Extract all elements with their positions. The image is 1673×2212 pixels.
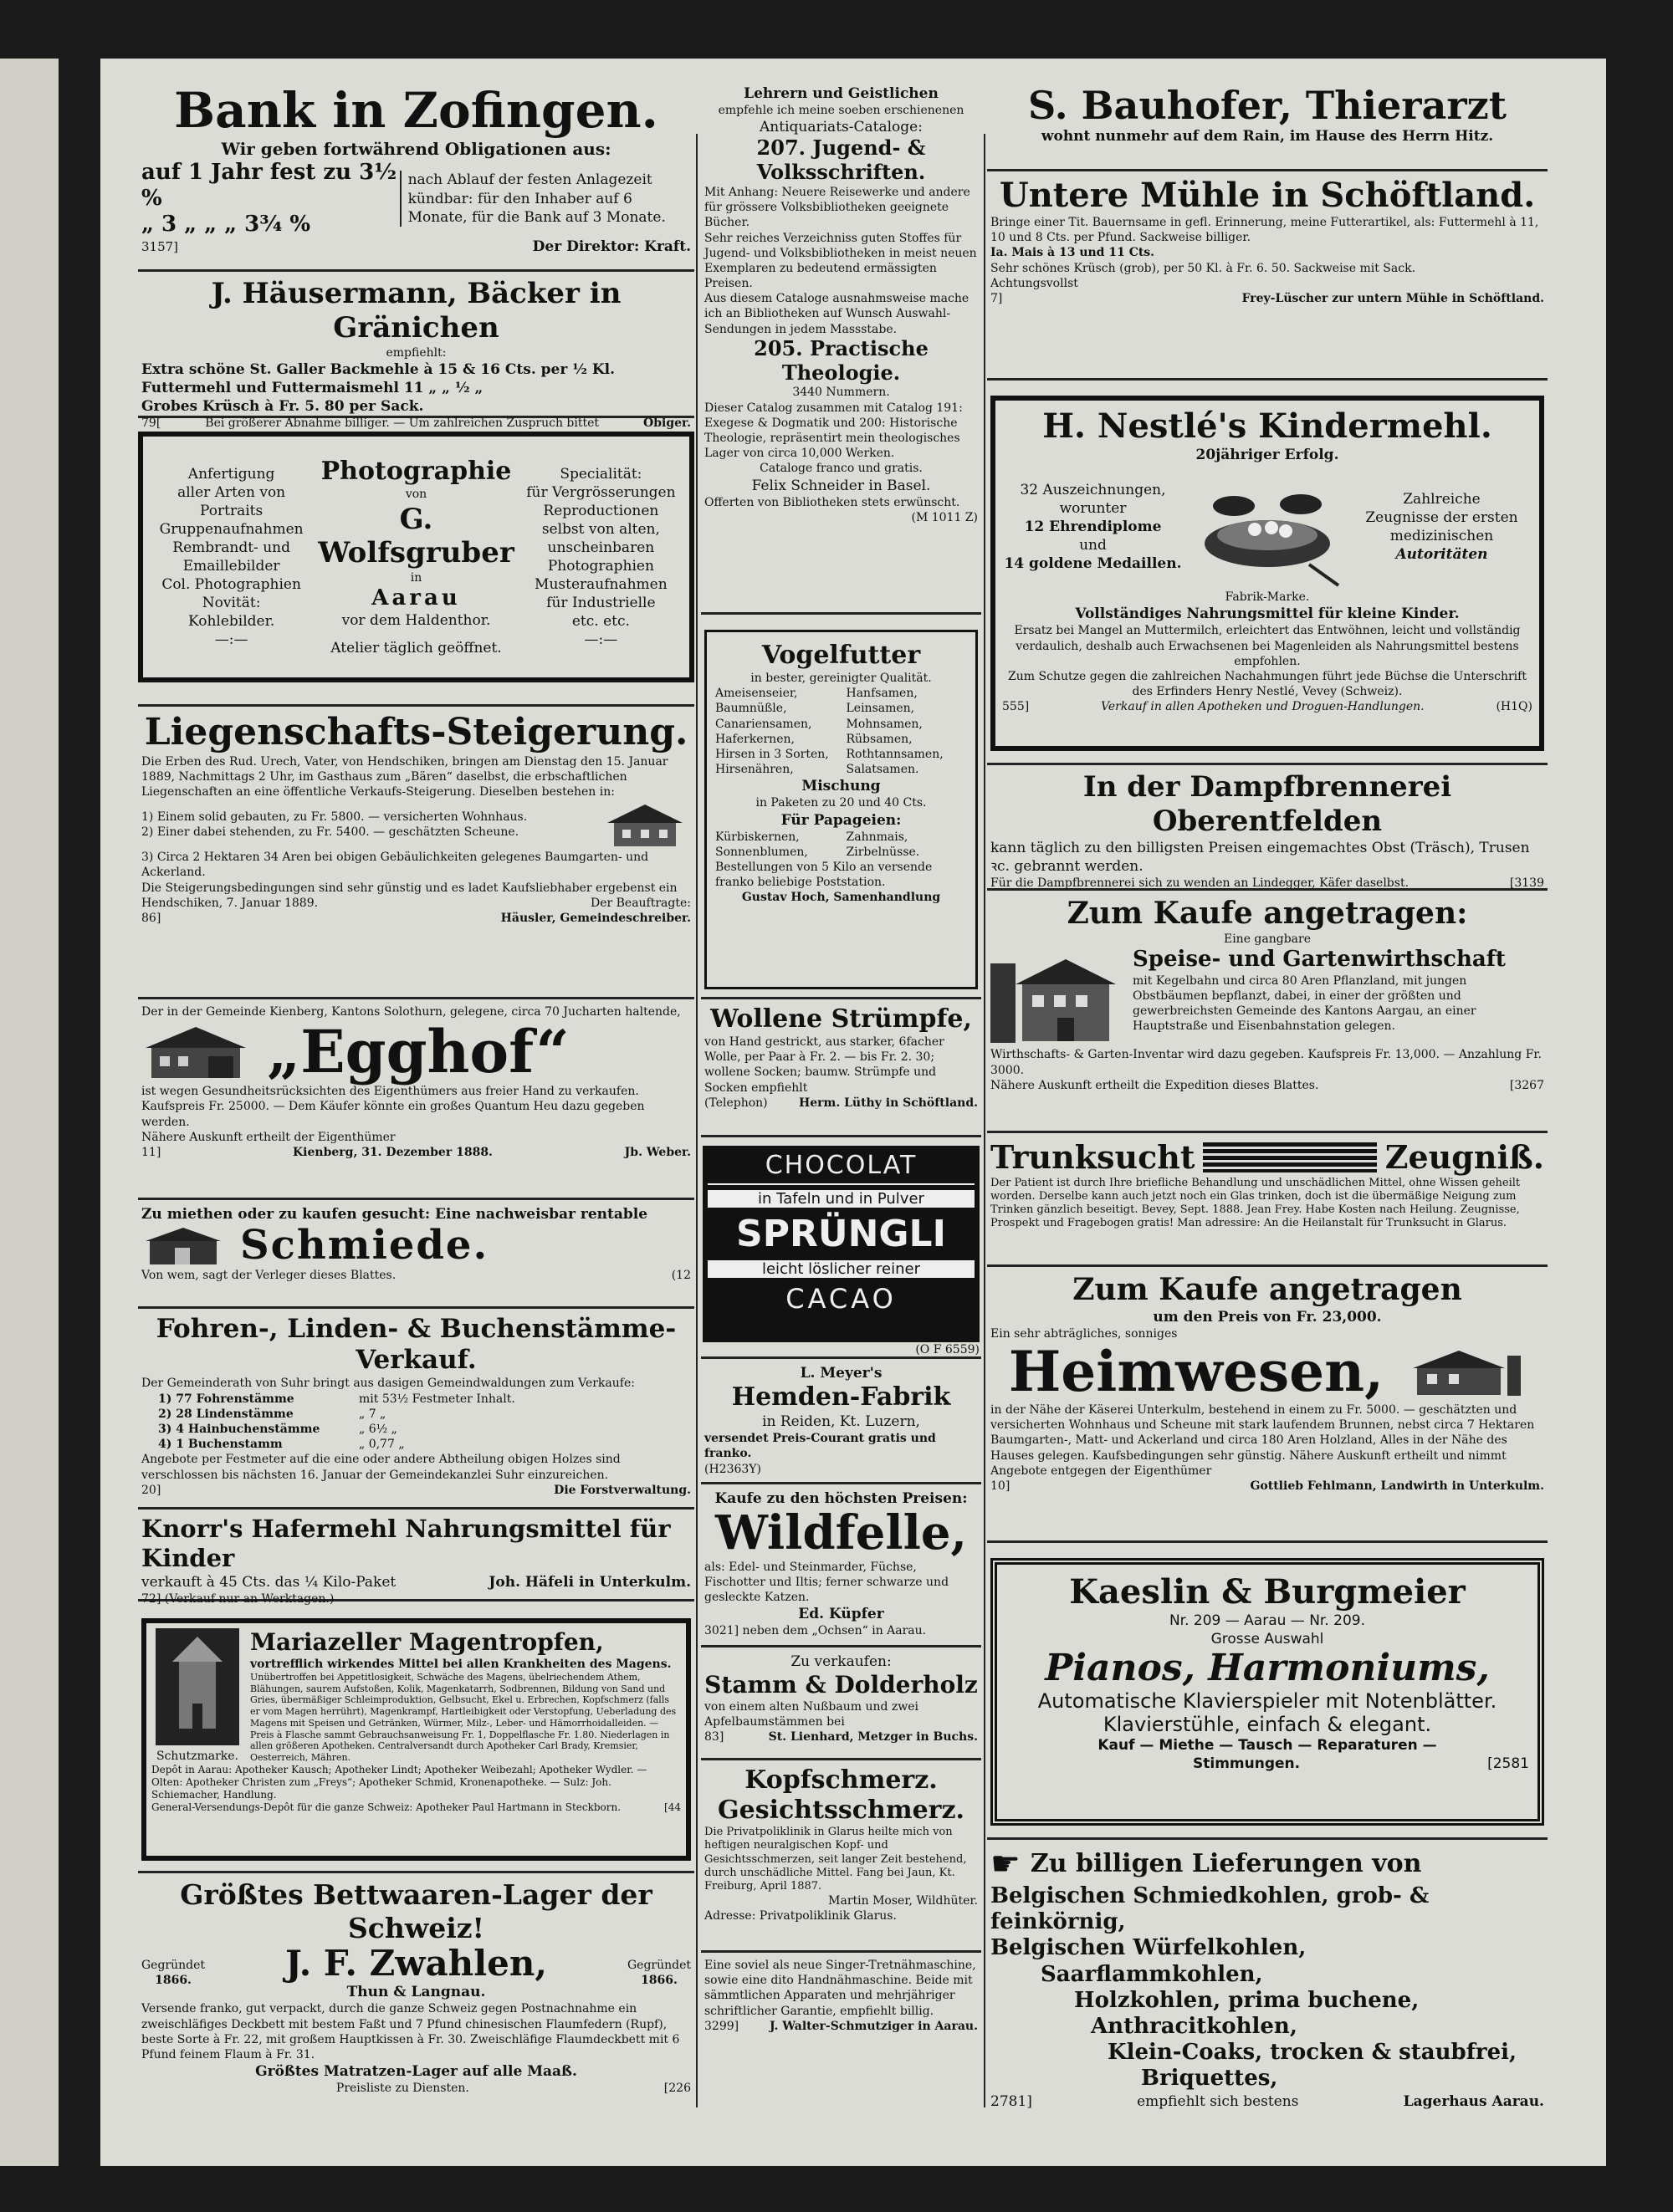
nestle-body-2: Zum Schutze gegen die zahlreichen Nachahmungen führt jede Büchse die Unterschrift des Erfinders Henry Nestlé, Vevey (Schweiz). xyxy=(1008,669,1527,699)
dampf-ref: [3139 xyxy=(1509,876,1544,890)
knorr-signer: Joh. Häfeli in Unterkulm. xyxy=(489,1573,691,1591)
muehle-closing: Achtungsvollst xyxy=(990,276,1078,290)
mariazell-body: Unübertroffen bei Appetitlosigkeit, Schwäche des Magens, übelriechendem Athem, Blähungen, saurem Aufstoßen, Kolik, Magenkatarrh, Sodbrennen, Bildung von Sand und Gries, übermäßiger Schleimproduktion, Gelbsucht, Ekel u. Erbrechen, Kopfschmerz (falls er vom Magen herrührt), Magenkrampf, Hartleibigkeit oder Verstopfung, Ueberladung des Magens mit Speisen und Getränken, Würmer, Milz-, Leber- und Hämorrhoidalleiden. — Preis à Flasche sammt Gebrauchsanweisung Fr. 1, Doppelflasche Fr. 1.80. Niederlagen in allen größeren Apotheken. Centralversandt durch Apotheker Carl Brady, Kremsier, Oesterreich, Mähren. xyxy=(250,1671,677,1764)
haeusermann-sub: empfiehlt: xyxy=(386,345,447,360)
zwahlen-year-left: 1866. xyxy=(155,1974,192,1988)
zwahlen-footer: Preisliste zu Diensten. xyxy=(335,2082,469,2096)
ad-fohren-verkauf xyxy=(138,1309,694,1510)
kopf-address: Adresse: Privatpoliklinik Glarus. xyxy=(704,1909,897,1923)
ad-photographie xyxy=(138,418,694,707)
ad-bauhofer xyxy=(987,79,1548,171)
holz-signer: St. Lienhard, Metzger in Buchs. xyxy=(768,1730,978,1745)
kohlen-signer: Lagerhaus Aarau. xyxy=(1403,2092,1544,2110)
ad-meyer-hemden xyxy=(701,1359,981,1484)
antiquariat-ref: (M 1011 Z) xyxy=(911,510,978,524)
ad-knorr xyxy=(138,1510,694,1606)
ad-antiquariat xyxy=(701,79,981,615)
antiquariat-p6: Offerten von Bibliotheken stets erwünscht. xyxy=(704,495,960,509)
nestle-awards: 32 Auszeichnungen, worunter 12 Ehrendiplome und 14 goldene Medaillen. xyxy=(1004,481,1182,573)
haeusermann-line-2: Futtermehl und Futtermaismehl 11 „ „ ½ „ xyxy=(141,379,483,396)
nestle-head: Vollständiges Nahrungsmittel für kleine Kinder. xyxy=(1075,605,1460,623)
bauhofer-title: S. Bauhofer, Thierarzt xyxy=(1028,83,1507,128)
vogelfutter-mix: Mischung xyxy=(801,778,881,795)
ad-kaeslin-burgmeier xyxy=(987,1543,1548,1840)
zwahlen-city: Thun & Langnau. xyxy=(346,1984,486,2001)
nestle-body: Ersatz bei Mangel an Muttermilch, erleichtert das Entwöhnen, leicht und vollständig verdaulich, deshalb auch Erwachsenen bei Magenleiden als Nahrungsmittel bestens empfohlen. xyxy=(1014,624,1521,668)
steigerung-ref: 86] xyxy=(141,911,161,925)
ad-liegenschafts-steigerung xyxy=(138,707,694,999)
chocolat-l5: CACAO xyxy=(785,1283,897,1315)
antiquariat-catalog-205: 205. Practische Theologie. xyxy=(754,335,929,385)
schmiede-title: Schmiede. xyxy=(240,1222,489,1269)
fohren-items: 1) 77 Fohrenstämme mit 53½ Festmeter Inhalt. 2) 28 Lindenstämme „ 7 „ 3) 4 Hainbuchenstämme „ 6½ „ 4) 1 Buchenstamm „ 0,77 „ xyxy=(158,1392,515,1452)
antiquariat-p1: Mit Anhang: Neuere Reisewerke und andere für grössere Volksbibliotheken geeignete Bücher. xyxy=(704,185,970,230)
ad-nestle xyxy=(987,381,1548,765)
singer-body: Eine soviel als neue Singer-Tretnähmaschine, sowie eine dito Handnähmaschine. Beide mit sämmtlichen Apparaten und mehrjähriger schriftlicher Garantie, empfiehlt billig. xyxy=(704,1959,976,2018)
zwahlen-est-left: Gegründet xyxy=(141,1959,206,1973)
kohlen-line-6: Klein-Coaks, trocken & staubfrei, xyxy=(1108,2040,1517,2066)
vogelfutter-mixsub: in Paketen zu 20 und 40 Cts. xyxy=(755,796,927,810)
bank-signer: Der Direktor: Kraft. xyxy=(532,238,691,256)
kohlen-line-2: Belgischen Würfelkohlen, xyxy=(990,1935,1307,1961)
ad-egghof xyxy=(138,999,694,1200)
nestle-ref: 555] xyxy=(1002,700,1030,714)
inn-illustration xyxy=(990,947,1124,1047)
haeusermann-ref: 79[ xyxy=(141,416,161,431)
bank-term-2: „ 3 „ „ „ 3¾ % xyxy=(141,212,311,238)
struempfe-body: von Hand gestrickt, aus starker, 6facher Wolle, per Paar à Fr. 2. — bis Fr. 2. 30; wollene Socken; baumw. Strümpfe und Socken empfiehlt xyxy=(704,1035,944,1095)
muehle-title: Untere Mühle in Schöftland. xyxy=(999,176,1536,215)
column-rule-2 xyxy=(984,134,985,2107)
muehle-signer: Frey-Lüscher zur untern Mühle in Schöftland. xyxy=(1241,291,1544,305)
wildfelle-intro: Kaufe zu den höchsten Preisen: xyxy=(714,1490,968,1507)
wildfelle-signer: Ed. Küpfer xyxy=(798,1606,884,1623)
muehle-p1: Bringe einer Tit. Bauernsame in gefl. Erinnerung, meine Futterartikel, als: Futtermehl à 11, 10 und 8 Cts. per Pfund. Sackweise billiger. xyxy=(990,216,1539,245)
meyer-ref: (H2363Y) xyxy=(704,1462,762,1476)
fohren-body: Angebote per Festmeter auf die eine oder andere Abtheilung obigen Holzes sind verschlossen bis nächsten 16. Januar der Gemeindekanzlei Suhr einzureichen. xyxy=(141,1453,621,1482)
mariazell-general: General-Versendungs-Depôt für die ganze Schweiz: Apotheker Paul Hartmann in Steckborn. xyxy=(151,1801,622,1814)
dampf-body: kann täglich zu den billigsten Preisen eingemachtes Obst (Träsch), Trusen ꝛc. gebrannt werden. xyxy=(990,839,1530,875)
fohren-signer: Die Forstverwaltung. xyxy=(554,1483,691,1497)
steigerung-signer: Häusler, Gemeindeschreiber. xyxy=(500,911,691,925)
egghof-ref: 11] xyxy=(141,1145,161,1159)
holz-title: Stamm & Dolderholz xyxy=(704,1671,978,1699)
photo-name: G. Wolfsgruber xyxy=(318,502,514,570)
vogelfutter-grid-2: Kürbiskernen, Zahnmais, Sonnenblumen, Zirbelnüsse. xyxy=(715,830,920,859)
chocolat-l3: SPRÜNGLI xyxy=(736,1213,946,1255)
egghof-date: Kienberg, 31. Dezember 1888. xyxy=(293,1145,493,1159)
nestle-endorsements: Zahlreiche Zeugnisse der ersten medizinischen Autoritäten xyxy=(1365,490,1518,564)
steigerung-item-2: 2) Einer dabei stehenden, zu Fr. 5400. — geschätzten Scheune. xyxy=(141,825,519,840)
ad-stammholz xyxy=(701,1648,981,1760)
photo-location: vor dem Haldenthor. xyxy=(341,612,491,630)
struempfe-signer: Herm. Lüthy in Schöftland. xyxy=(799,1096,978,1110)
photo-in: in xyxy=(410,571,422,585)
bank-intro: Wir geben fortwährend Obligationen aus: xyxy=(221,138,611,159)
haeusermann-title: J. Häusermann, Bäcker in Gränichen xyxy=(211,277,622,345)
wirthschaft-head: Speise- und Gartenwirthschaft xyxy=(1133,947,1506,973)
knorr-title: Knorr's Hafermehl Nahrungsmittel für Kinder xyxy=(141,1515,671,1572)
heimwesen-l1: Ein sehr abträgliches, sonniges xyxy=(990,1327,1178,1341)
wildfelle-ref: 3021] xyxy=(704,1624,739,1638)
wirthschaft-ref: [3267 xyxy=(1509,1078,1544,1092)
meyer-title: Hemden-Fabrik xyxy=(731,1382,951,1413)
bank-ref: 3157] xyxy=(141,239,179,255)
kohlen-line-3: Saarflammkohlen, xyxy=(1041,1961,1263,1987)
ad-zwahlen xyxy=(138,1873,694,2099)
kopf-title-2: Gesichtsschmerz. xyxy=(718,1796,964,1825)
middle-column xyxy=(701,79,981,2078)
ad-mariazeller xyxy=(138,1602,694,1873)
kohlen-line-7: Briquettes, xyxy=(1141,2066,1278,2092)
fohren-ref: 20] xyxy=(141,1483,161,1497)
schmiede-line: Zu miethen oder zu kaufen gesucht: Eine nachweisbar rentable xyxy=(141,1206,648,1223)
kaeslin-title: Kaeslin & Burgmeier xyxy=(1069,1572,1466,1612)
wirthschaft-contact: Nähere Auskunft ertheilt die Expedition dieses Blattes. xyxy=(990,1078,1319,1092)
nestle-title: H. Nestlé's Kindermehl. xyxy=(1042,406,1492,446)
knorr-price: verkauft à 45 Cts. das ¼ Kilo-Paket xyxy=(141,1573,397,1591)
nestle-bird-nest-logo xyxy=(1184,464,1351,590)
zwahlen-year-right: 1866. xyxy=(641,1974,678,1988)
adjacent-page-strip xyxy=(0,59,59,2166)
egghof-farm-illustration xyxy=(141,1023,250,1081)
chocolat-l1: CHOCOLAT xyxy=(708,1151,975,1185)
schmiede-footer: Von wem, sagt der Verleger dieses Blattes. xyxy=(141,1268,397,1282)
heimwesen-body: in der Nähe der Käserei Unterkulm, bestehend in einem zu Fr. 5000. — geschätzten und versicherten Wohnhaus und Scheune mit stark laufendem Brunnen, nebst circa 7 Hektaren Baumgarten-, Matt- und Ackerland und circa 180 Aren Holzland, Alles in der Nähe des Hauses gelegen. Kaufsbedingungen sehr günstig. Nähere Auskunft ertheilt und nimmt Angebote entgegen der Eigenthümer xyxy=(990,1403,1535,1478)
kaeslin-l1: Automatische Klavierspieler mit Notenblätter. xyxy=(1037,1688,1497,1713)
wildfelle-location: neben dem „Ochsen“ in Aarau. xyxy=(742,1624,927,1638)
steigerung-title: Liegenschafts-Steigerung. xyxy=(144,711,688,754)
kaeslin-ref: [2581 xyxy=(1487,1755,1529,1772)
nestle-mark: Fabrik-Marke. xyxy=(1225,590,1310,605)
meyer-body: versendet Preis-Courant gratis und franko. xyxy=(704,1432,936,1461)
fohren-intro: Der Gemeinderath von Suhr bringt aus dasigen Gemeindwaldungen zum Verkaufe: xyxy=(141,1377,635,1391)
column-rule-1 xyxy=(696,134,698,2107)
meyer-name: L. Meyer's xyxy=(800,1365,883,1382)
egghof-signer: Jb. Weber. xyxy=(624,1145,691,1159)
kaeslin-head: Pianos, Harmoniums, xyxy=(1045,1647,1490,1690)
chocolat-side: (O F 6559) xyxy=(915,1343,980,1356)
vogelfutter-papageien: Für Papageien: xyxy=(780,811,902,829)
steigerung-role: Der Beauftragte: xyxy=(590,896,691,910)
egghof-contact: Nähere Auskunft ertheilt der Eigenthümer xyxy=(141,1130,396,1144)
trunksucht-title: Trunksucht xyxy=(990,1138,1195,1176)
antiquariat-l2: empfehle ich meine soeben erschienenen xyxy=(718,104,964,118)
haeusermann-line-1: Extra schöne St. Galler Backmehle à 15 & 16 Cts. per ½ Kl. xyxy=(141,360,616,378)
mariazell-ref: [44 xyxy=(664,1801,681,1814)
struempfe-title: Wollene Strümpfe, xyxy=(710,1004,972,1034)
kohlen-line-1: Belgischen Schmiedkohlen, grob- & feinkörnig, xyxy=(990,1883,1430,1935)
antiquariat-p5: Cataloge franco und gratis. xyxy=(760,462,923,476)
vogelfutter-body: Bestellungen von 5 Kilo an versende franko beliebige Poststation. xyxy=(715,861,933,890)
photo-right-list: Specialität: für Vergrösserungen Reproductionen selbst von alten, unscheinbaren Photographien Musteraufnahmen für Industrielle etc. etc. —:— xyxy=(526,465,676,649)
left-column xyxy=(138,79,694,2099)
ad-schmiede xyxy=(138,1200,694,1309)
heimwesen-signer: Gottlieb Fehlmann, Landwirth in Unterkulm. xyxy=(1250,1479,1544,1493)
bank-note: nach Ablauf der festen Anlagezeit kündbar: für den Inhaber auf 6 Monate, für die Bank auf 3 Monate. xyxy=(400,171,691,226)
antiquariat-l1: Lehrern und Geistlichen xyxy=(744,85,939,102)
haeusermann-footer: Bei größerer Abnahme billiger. — Um zahlreichen Zuspruch bittet xyxy=(205,416,600,431)
egghof-title: „Egghof“ xyxy=(267,1017,570,1087)
kopf-signer: Martin Moser, Wildhüter. xyxy=(828,1894,978,1908)
photo-von: von xyxy=(405,488,427,502)
kaeslin-l2: Klavierstühle, einfach & elegant. xyxy=(1103,1712,1432,1736)
kohlen-ref: 2781] xyxy=(990,2092,1032,2110)
heimwesen-price: um den Preis von Fr. 23,000. xyxy=(1153,1309,1382,1326)
wildfelle-body: als: Edel- und Steinmarder, Füchse, Fischotter und Iltis; ferner schwarze und gesleckte Katzen. xyxy=(704,1560,949,1605)
bank-title: Bank in Zofingen. xyxy=(174,82,658,139)
mariazell-mark: Schutzmarke. xyxy=(156,1750,238,1763)
nestle-ref-2: (H1Q) xyxy=(1496,700,1532,714)
ad-chocolat-spruengli xyxy=(701,1137,981,1359)
muehle-ref: 7] xyxy=(990,291,1003,305)
mariazell-title: Mariazeller Magentropfen, xyxy=(250,1628,604,1656)
ad-kohlen xyxy=(987,1840,1548,2128)
antiquariat-p2: Sehr reiches Verzeichniss guten Stoffes für Jugend- und Volksbibliotheken in meist neuen Exemplaren zu bedeutend ermässigten Preisen. xyxy=(704,231,977,291)
bank-term-1: auf 1 Jahr fest zu 3½ % xyxy=(141,159,397,211)
trunksucht-rule xyxy=(1203,1142,1376,1172)
knorr-ref: 72] xyxy=(141,1591,161,1606)
photo-atelier: Atelier täglich geöffnet. xyxy=(330,639,502,656)
kopf-title-1: Kopfschmerz. xyxy=(744,1765,938,1795)
wirthschaft-sub: Eine gangbare xyxy=(1223,932,1312,947)
steigerung-item-3: 3) Circa 2 Hektaren 34 Aren bei obigen Gebäulichkeiten gelegenes Baumgarten- und Ackerland. xyxy=(141,851,649,880)
kaeslin-l3: Kauf — Miethe — Tausch — Reparaturen — xyxy=(1097,1736,1437,1754)
photo-left-list: Anfertigung aller Arten von Portraits Gruppenaufnahmen Rembrandt- und Emaillebilder Col. Photographien Novität: Kohlebilder. —:— xyxy=(159,465,304,649)
ad-kopfschmerz xyxy=(701,1760,981,1953)
holz-ref: 83] xyxy=(704,1730,724,1745)
trunksucht-body: Der Patient ist durch Ihre briefliche Behandlung und unschädlichen Mittel, ohne Wissen geheilt worden. Derselbe kann auch jetzt noch ein Glas trinken, doch ist die übermäßige Neigung zum Trinken gänzlich beseitigt. Bevey, Sept. 1888. Jean Frey. Habe Kosten nach Heilung. Zeugnisse, Prospekt und Fragebogen gratis! Man adressire: An die Heilanstalt für Trunksucht in Glarus. xyxy=(990,1176,1521,1230)
nestle-sub: 20jähriger Erfolg. xyxy=(1195,447,1339,463)
knorr-note: (Verkauf nur an Werktagen.) xyxy=(164,1591,335,1606)
zwahlen-name: J. F. Zwahlen, xyxy=(284,1943,548,1985)
kaeslin-sub: Grosse Auswahl xyxy=(1210,1631,1324,1648)
steigerung-item-1: 1) Einem solid gebauten, zu Fr. 5800. — versicherten Wohnhaus. xyxy=(141,810,528,824)
singer-signer: J. Walter-Schmutziger in Aarau. xyxy=(769,2019,978,2033)
right-column xyxy=(987,79,1548,2128)
bauhofer-sub: wohnt nunmehr auf dem Rain, im Hause des Herrn Hitz. xyxy=(1041,127,1494,145)
dampf-title: In der Dampfbrennerei Oberentfelden xyxy=(1082,770,1452,838)
vogelfutter-sub: in bester, gereinigter Qualität. xyxy=(750,672,932,685)
wildfelle-title: Wildfelle, xyxy=(715,1505,967,1561)
ad-trunksucht xyxy=(987,1133,1548,1267)
chocolat-l4: leicht löslicher reiner xyxy=(708,1260,975,1278)
struempfe-ref: (Telephon) xyxy=(704,1096,768,1110)
antiquariat-p4: Dieser Catalog zusammen mit Catalog 191: Exegese & Dogmatik und 200: Historische Theologie, repräsentirt mein theologisches Lager von circa 10,000 Werken. xyxy=(704,401,963,461)
photo-city: Aarau xyxy=(371,585,461,611)
kohlen-line-4: Holzkohlen, prima buchene, xyxy=(1074,1987,1420,2013)
holz-intro: Zu verkaufen: xyxy=(790,1653,892,1670)
kohlen-title: Zu billigen Lieferungen von xyxy=(1030,1849,1422,1878)
steigerung-date: Hendschiken, 7. Januar 1889. xyxy=(141,896,319,910)
mariazell-church-illustration xyxy=(156,1628,239,1745)
antiquariat-catalog-207: 207. Jugend- & Volksschriften. xyxy=(756,135,926,185)
wirthschaft-body: mit Kegelbahn und circa 80 Aren Pflanzland, mit jungen Obstbäumen bepflanzt, dabei, in einer der größten und gewerbreichsten Gemeinde des Kantons Aargau, an einer Hauptstraße und Eisenbahnstation gelegen. xyxy=(1133,973,1476,1034)
antiquariat-p3: Aus diesem Cataloge ausnahmsweise mache ich an Bibliotheken auf Wunsch Auswahl-Sendungen in jedem Massstabe. xyxy=(704,292,970,336)
muehle-kruesch: Sehr schönes Krüsch (grob), per 50 Kl. à Fr. 6. 50. Sackweise mit Sack. xyxy=(990,261,1416,275)
kohlen-foot: empfiehlt sich bestens xyxy=(1137,2092,1299,2110)
mariazell-sub: vortrefflich wirkendes Mittel bei allen Krankheiten des Magens. xyxy=(250,1657,672,1671)
kopf-body: Die Privatpoliklinik in Glarus heilte mich von heftigen neuralgischen Kopf- und Gesichtsschmerzen, seit langer Zeit bestehend, durch unschädliche Mittel. Fang bei Jaun, Kt. Freiburg, April 1887. xyxy=(704,1826,967,1893)
antiquariat-l3: Antiquariats-Cataloge: xyxy=(760,119,923,136)
mariazell-depots: Depôt in Aarau: Apotheker Kausch; Apotheker Lindt; Apotheker Weibezahl; Apotheker Wydler. — Olten: Apotheker Christen zum „Freys“; Apotheker Schmid, Kronenapotheke. — Sulz: Joh. Schiemacher, Handlung. xyxy=(151,1764,647,1801)
nestle-foot: Verkauf in allen Apotheken und Droguen-Handlungen. xyxy=(1101,700,1425,714)
heimwesen-farm-illustration xyxy=(1409,1347,1526,1397)
ad-struempfe xyxy=(701,999,981,1137)
zwahlen-tagline: Größtes Matratzen-Lager auf alle Maaß. xyxy=(255,2063,577,2081)
vogelfutter-signer: Gustav Hoch, Samenhandlung xyxy=(741,891,941,905)
vogelfutter-title: Vogelfutter xyxy=(761,641,921,670)
zwahlen-body: Versende franko, gut verpackt, durch die ganze Schweiz gegen Postnachnahme ein zweischläfiges Deckbett mit bestem Faßt und 7 Pfund chinesischen Flaumfedern (Rupf), beste Sorte à Fr. 22, mit großem Hauptkissen à Fr. 30. Zweischläfige Flaumdeckbett mit 6 Pfund feinem Flaum à Fr. 31. xyxy=(141,2002,680,2062)
ad-vogelfutter xyxy=(701,615,981,999)
steigerung-intro: Die Erben des Rud. Urech, Vater, von Hendschiken, bringen am Dienstag den 15. Januar 1889, Nachmittags 2 Uhr, im Gasthaus zum „Bären“ daselbst, die erbschaftlichen Liegenschaften an eine öffentliche Verkaufs-Steigerung. Dieselben bestehen in: xyxy=(141,754,668,799)
zwahlen-title: Größtes Bettwaaren-Lager der Schweiz! xyxy=(180,1878,652,1944)
ad-haeusermann xyxy=(138,272,694,431)
meyer-location: in Reiden, Kt. Luzern, xyxy=(762,1413,920,1431)
photo-title: Photographie xyxy=(320,457,512,487)
singer-ref: 3299] xyxy=(704,2019,739,2033)
vogelfutter-grid: Ameisenseier, Hanfsamen, Baumnüßle, Leinsamen, Canariensamen, Mohnsamen, Haferkernen, Rübsamen, Hirsen in 3 Sorten, Rothtannsamen, Hirsenähren, Salatsamen. xyxy=(715,687,944,777)
holz-body: von einem alten Nußbaum und zwei Apfelbaumstämmen bei xyxy=(704,1699,919,1729)
wirthschaft-inventory: Wirthschafts- & Garten-Inventar wird dazu gegeben. Kaufspreis Fr. 13,000. — Anzahlung Fr. 3000. xyxy=(990,1048,1543,1077)
chocolat-l2: in Tafeln und in Pulver xyxy=(708,1190,975,1208)
haeusermann-signer: Obiger. xyxy=(643,416,691,431)
smithy-illustration xyxy=(141,1224,225,1266)
ad-gartenwirthschaft xyxy=(987,891,1548,1133)
ad-singer-naehmaschine xyxy=(701,1953,981,2078)
heimwesen-title: Zum Kaufe angetragen xyxy=(1072,1272,1462,1307)
heimwesen-ref: 10] xyxy=(990,1479,1010,1493)
heimwesen-head: Heimwesen, xyxy=(1008,1339,1384,1405)
ad-wildfelle xyxy=(701,1484,981,1648)
wirthschaft-title: Zum Kaufe angetragen: xyxy=(1067,896,1468,931)
schmiede-ref: (12 xyxy=(671,1268,691,1282)
fohren-title: Fohren-, Linden- & Buchenstämme-Verkauf. xyxy=(156,1314,677,1376)
antiquariat-c2sub: 3440 Nummern. xyxy=(792,386,890,400)
pointing-hand-icon: ☛ xyxy=(990,1845,1021,1883)
ad-bank-zofingen xyxy=(138,79,694,272)
trunksucht-title-2: Zeugniß. xyxy=(1384,1138,1544,1176)
kaeslin-address: Nr. 209 — Aarau — Nr. 209. xyxy=(1169,1612,1366,1629)
steigerung-conditions: Die Steigerungsbedingungen sind sehr günstig und es ladet Kaufsliebhaber ergebenst ein xyxy=(141,881,678,895)
kohlen-line-5: Anthracitkohlen, xyxy=(1091,2013,1297,2039)
kaeslin-l4: Stimmungen. xyxy=(1193,1755,1301,1772)
ad-heimwesen xyxy=(987,1267,1548,1543)
ad-dampfbrennerei xyxy=(987,765,1548,891)
zwahlen-ref: [226 xyxy=(663,2082,691,2096)
haeusermann-line-3: Grobes Krüsch à Fr. 5. 80 per Sack. xyxy=(141,397,424,415)
dampf-foot: Für die Dampfbrennerei sich zu wenden an Lindegger, Käfer daselbst. xyxy=(990,876,1410,890)
antiquariat-signer: Felix Schneider in Basel. xyxy=(751,477,931,494)
ad-untere-muehle xyxy=(987,171,1548,381)
farmhouse-illustration xyxy=(599,799,691,850)
egghof-body: ist wegen Gesundheitsrücksichten des Eigenthümers aus freier Hand zu verkaufen. Kaufspreis Fr. 25000. — Dem Käufer könnte ein großes Quantum Heu dazu gegeben werden. xyxy=(141,1085,645,1129)
muehle-mais: Ia. Mais à 13 und 11 Cts. xyxy=(990,246,1155,260)
zwahlen-est-right: Gegründet xyxy=(627,1959,691,1973)
egghof-intro: Der in der Gemeinde Kienberg, Kantons Solothurn, gelegene, circa 70 Jucharten haltende, xyxy=(141,1005,681,1019)
